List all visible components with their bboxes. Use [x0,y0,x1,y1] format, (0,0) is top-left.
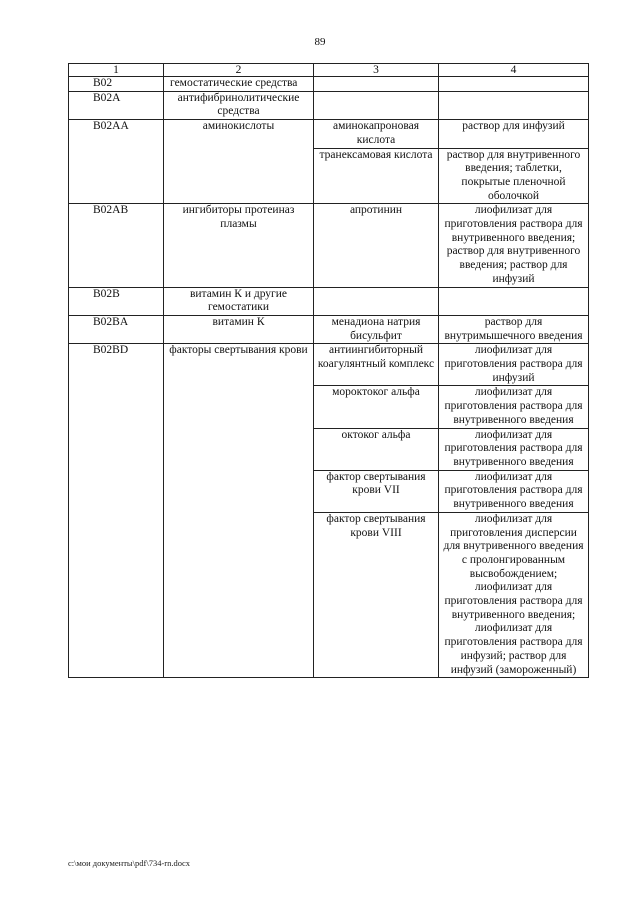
drug-name: транексамовая кислота [314,148,439,204]
drug-name [314,287,439,315]
drug-name: фактор свертывания крови VII [314,470,439,512]
atc-code [69,428,164,470]
atc-code: B02BA [69,315,164,343]
column-header: 3 [314,64,439,77]
dosage-form: раствор для инфузий [439,120,589,148]
group-name: ингибиторы протеиназ плазмы [164,204,314,287]
dosage-form: лиофилизат для приготовления раствора для внутривенного введения [439,428,589,470]
drug-name: фактор свертывания крови VIII [314,512,439,677]
table-row [69,315,589,343]
atc-code: B02A [69,91,164,119]
drug-name: октоког альфа [314,428,439,470]
table-row [69,204,589,287]
table-row [69,344,589,386]
group-name [164,470,314,512]
drug-name: апротинин [314,204,439,287]
group-name [164,512,314,677]
drug-name [314,91,439,119]
drug-name [314,77,439,92]
table-row [69,148,589,204]
drug-name: мороктоког альфа [314,386,439,428]
table-header-row [69,64,589,77]
drug-name: аминокапроновая кислота [314,120,439,148]
dosage-form [439,91,589,119]
group-name: витамин К [164,315,314,343]
group-name: гемостатические средства [164,77,314,92]
column-header: 4 [439,64,589,77]
group-name [164,148,314,204]
dosage-form [439,287,589,315]
table-row [69,77,589,92]
table-row [69,470,589,512]
drug-name: антиингибиторный коагулянтный комплекс [314,344,439,386]
dosage-form: лиофилизат для приготовления раствора для внутривенного введения [439,386,589,428]
atc-code [69,470,164,512]
group-name [164,386,314,428]
atc-code: B02AB [69,204,164,287]
table-row [69,386,589,428]
table-row [69,287,589,315]
atc-code: B02AA [69,120,164,148]
drug-name: менадиона натрия бисульфит [314,315,439,343]
group-name [164,428,314,470]
atc-code [69,148,164,204]
table-row [69,120,589,148]
dosage-form: лиофилизат для приготовления раствора для инфузий [439,344,589,386]
table-row [69,428,589,470]
group-name: антифибринолитические средства [164,91,314,119]
column-header: 1 [69,64,164,77]
dosage-form: лиофилизат для приготовления дисперсии для внутривенного введения с пролонгированным высвобождением; лиофилизат для приготовления раствора для внутривенного введения; лиофилизат для приготовления раствора для инфузий; раствор для инфузий (замороженный) [439,512,589,677]
dosage-form [439,77,589,92]
file-path-footer: c:\мои документы\pdf\734-rn.docx [68,858,191,868]
group-name: факторы свертывания крови [164,344,314,386]
atc-code: B02BD [69,344,164,386]
dosage-form: лиофилизат для приготовления раствора для внутривенного введения; раствор для внутривенного введения; раствор для инфузий [439,204,589,287]
dosage-form: раствор для внутривенного введения; таблетки, покрытые пленочной оболочкой [439,148,589,204]
table-row [69,512,589,677]
column-header: 2 [164,64,314,77]
page-number: 89 [314,36,326,48]
dosage-form: раствор для внутримышечного введения [439,315,589,343]
group-name: аминокислоты [164,120,314,148]
atc-code [69,512,164,677]
dosage-form: лиофилизат для приготовления раствора для внутривенного введения [439,470,589,512]
atc-code: B02B [69,287,164,315]
atc-code: B02 [69,77,164,92]
atc-code [69,386,164,428]
group-name: витамин К и другие гемостатики [164,287,314,315]
drug-table [68,63,589,678]
table-row [69,91,589,119]
